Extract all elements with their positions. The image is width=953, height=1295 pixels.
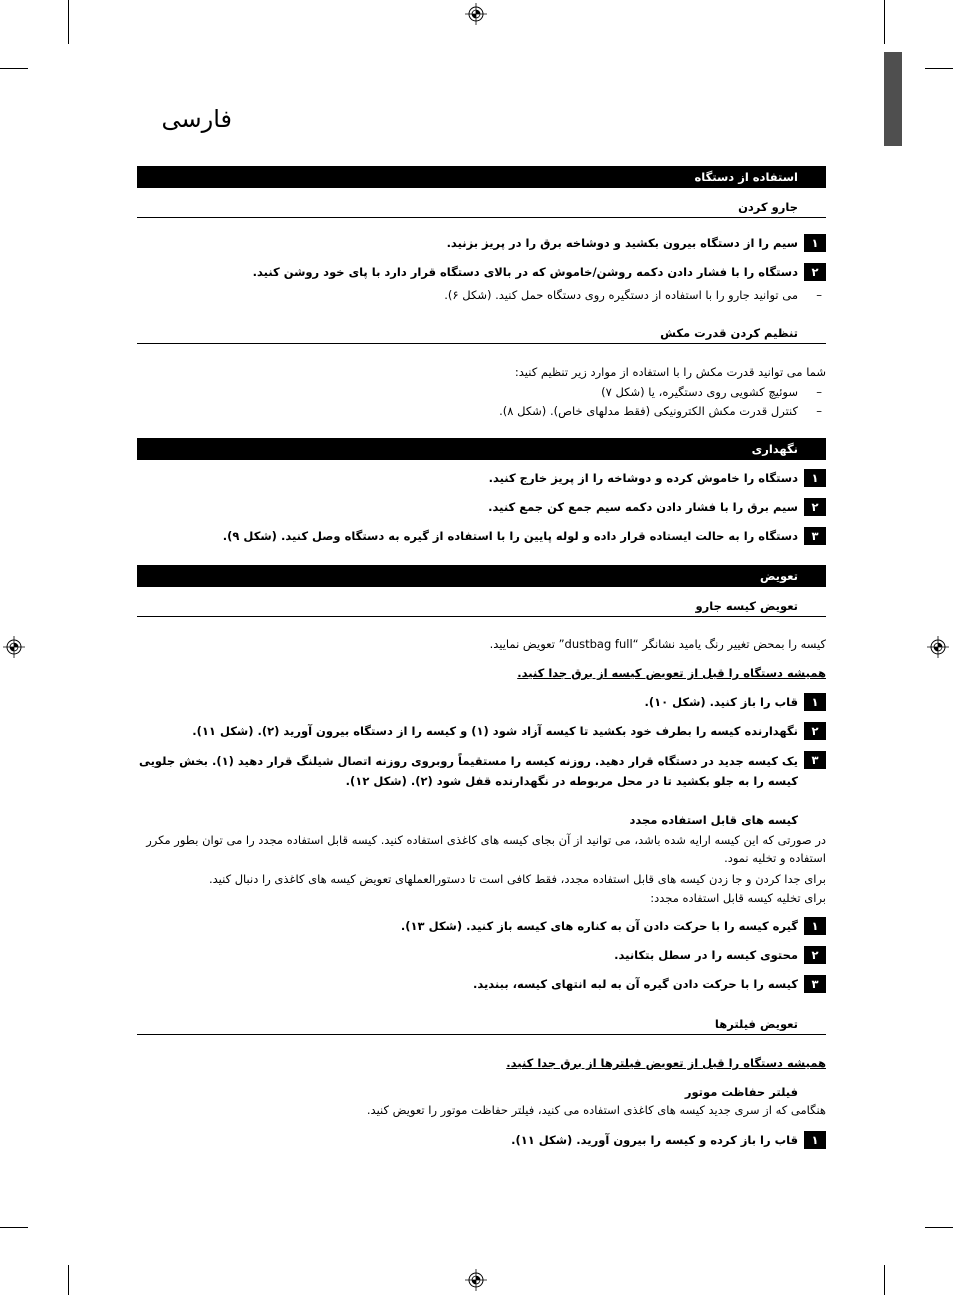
paragraph: برای جدا کردن و جا زدن کیسه های قابل استفاده مجدد، فقط کافی است تا دستورالعملهای تعویض کیسه های کاغذی را دنبال کنید. [208,872,826,886]
step-number-badge: ۳ [804,975,826,993]
crop-mark [925,1227,953,1228]
subheading-dustbag: تعویض کیسه جارو [137,597,826,617]
step-number-badge: ۱ [804,917,826,935]
step-number-badge: ۱ [804,1131,826,1149]
step-item [137,1131,826,1149]
warning-line [137,664,826,682]
registration-mark-icon [465,1269,487,1291]
step-text: یک کیسه جدید در دستگاه قرار دهید. روزنه کیسه را مستقیماً روبروی روزنه اتصال شیلنگ قرار دهید (۱). بخش جلویی کیسه را به جلو بکشید تا در محل مربوطه در نگهدارنده قفل شود (۲). (شکل ۱۲). [138,754,798,788]
paragraph: هنگامی که از سری جدید کیسه های کاغذی استفاده می کنید، فیلتر حفاظت موتور را تعویض کنید. [366,1103,826,1117]
section-header-storage [137,438,826,460]
step-text: دستگاه را خاموش کرده و دوشاخه را از پریز خارج کنید. [488,471,798,485]
crop-mark [0,1227,28,1228]
section-header-label: نگهداری [751,442,798,456]
step-text: قاب را باز کرده و کیسه را بیرون آورید. (شکل ۱۱). [511,1133,798,1147]
step-text: سیم را از دستگاه بیرون بکشید و دوشاخه برق را در پریز بزنید. [446,236,798,250]
step-number-badge: ۳ [804,751,826,769]
warning-text: همیشه دستگاه را قبل از تعویض فیلترها از برق جدا کنید. [506,1056,826,1070]
step-number-badge: ۲ [804,263,826,281]
section-header-label: استفاده از دستگاه [694,170,798,184]
step-number-badge: ۱ [804,469,826,487]
language-tab-marker [884,52,902,146]
step-number-badge: ۲ [804,946,826,964]
step-item [137,263,826,281]
section-header-label: تعویض [759,569,798,583]
paragraph: شما می توانید قدرت مکش را با استفاده از موارد زیر تنظیم کنید: [514,365,826,379]
step-text: نگهدارنده کیسه را بطرف خود بکشید تا کیسه آزاد شود (۱) و کیسه را از دستگاه بیرون آورید (۲). (شکل ۱۱). [192,724,798,738]
crop-mark [925,68,953,69]
subheading-suction: تنظیم کردن قدرت مکش [137,324,826,344]
step-text: گیره کیسه را با حرکت دادن آن به کناره های کیسه باز کنید. (شکل ۱۳). [400,919,798,933]
step-item [137,234,826,252]
option-item [137,383,826,401]
paragraph: کیسه را بمحض تغییر رنگ یامید نشانگر “dustbag full” تعویض نمایید. [489,637,826,651]
crop-mark [68,1265,69,1295]
option-item [137,402,826,420]
registration-mark-icon [3,636,25,658]
step-text: دستگاه را به حالت ایستاده قرار داده و لوله پایین را با استفاده از گیره به دستگاه وصل کنید. (شکل ۹). [222,529,798,543]
paragraph: برای تخلیه کیسه قابل استفاده مجدد: [650,891,826,905]
note-item [137,286,826,304]
dash-bullet: – [816,404,822,418]
step-number-badge: ۱ [804,693,826,711]
subheading-motor-filter: فیلتر حفاظت موتور [684,1085,798,1099]
step-text: قاب را باز کنید. (شکل ۱۰). [644,695,798,709]
step-item [137,946,826,964]
step-number-badge: ۳ [804,527,826,545]
step-number-badge: ۱ [804,234,826,252]
section-header-using [137,166,826,188]
step-item [137,751,826,791]
step-item [137,498,826,516]
step-number-badge: ۲ [804,722,826,740]
step-text: محتوی کیسه را در سطل بتکانید. [614,948,798,962]
step-item [137,527,826,545]
step-item [137,722,826,740]
step-item [137,917,826,935]
step-text: دستگاه را با فشار دادن دکمه روشن/خاموش که در بالای دستگاه قرار دارد با پای خود روشن کنید. [252,265,798,279]
dash-bullet: – [816,288,822,302]
step-text: سیم برق را با فشار دادن دکمه سیم جمع کن جمع کنید. [488,500,798,514]
section-header-replacement [137,565,826,587]
subheading-vacuuming: جارو کردن [137,198,826,218]
crop-mark [884,0,885,44]
subheading-reusable-bag: کیسه های قابل استفاده مجدد [629,813,798,827]
dash-bullet: – [816,385,822,399]
option-text: سوئیچ کشویی روی دستگیره، یا (شکل ۷) [601,385,798,399]
language-title: فارسی [161,105,232,133]
subheading-filters: تعویض فیلترها [137,1015,826,1035]
crop-mark [884,1265,885,1295]
registration-mark-icon [465,3,487,25]
step-item [137,469,826,487]
paragraph: در صورتی که این کیسه ارایه شده باشد، می توانید از آن بجای کیسه های کاغذی استفاده کنید. کیسه قابل استفاده مجدد را می توان بطور مکرر استفاده و تخلیه نمود. [146,833,826,865]
crop-mark [68,0,69,44]
note-text: می توانید جارو را با استفاده از دستگیره روی دستگاه حمل کنید. (شکل ۶). [444,288,798,302]
registration-mark-icon [927,636,949,658]
step-text: کیسه را با حرکت دادن گیره آن به لبه انتهای کیسه، ببندید. [472,977,798,991]
crop-mark [0,68,28,69]
warning-line [137,1054,826,1072]
step-number-badge: ۲ [804,498,826,516]
step-item [137,975,826,993]
content-column [137,166,826,1149]
warning-text: همیشه دستگاه را قبل از تعویض کیسه از برق جدا کنید. [517,666,826,680]
step-item [137,693,826,711]
option-text: کنترل قدرت مکش الکترونیکی (فقط مدلهای خاص). (شکل ۸). [499,404,798,418]
